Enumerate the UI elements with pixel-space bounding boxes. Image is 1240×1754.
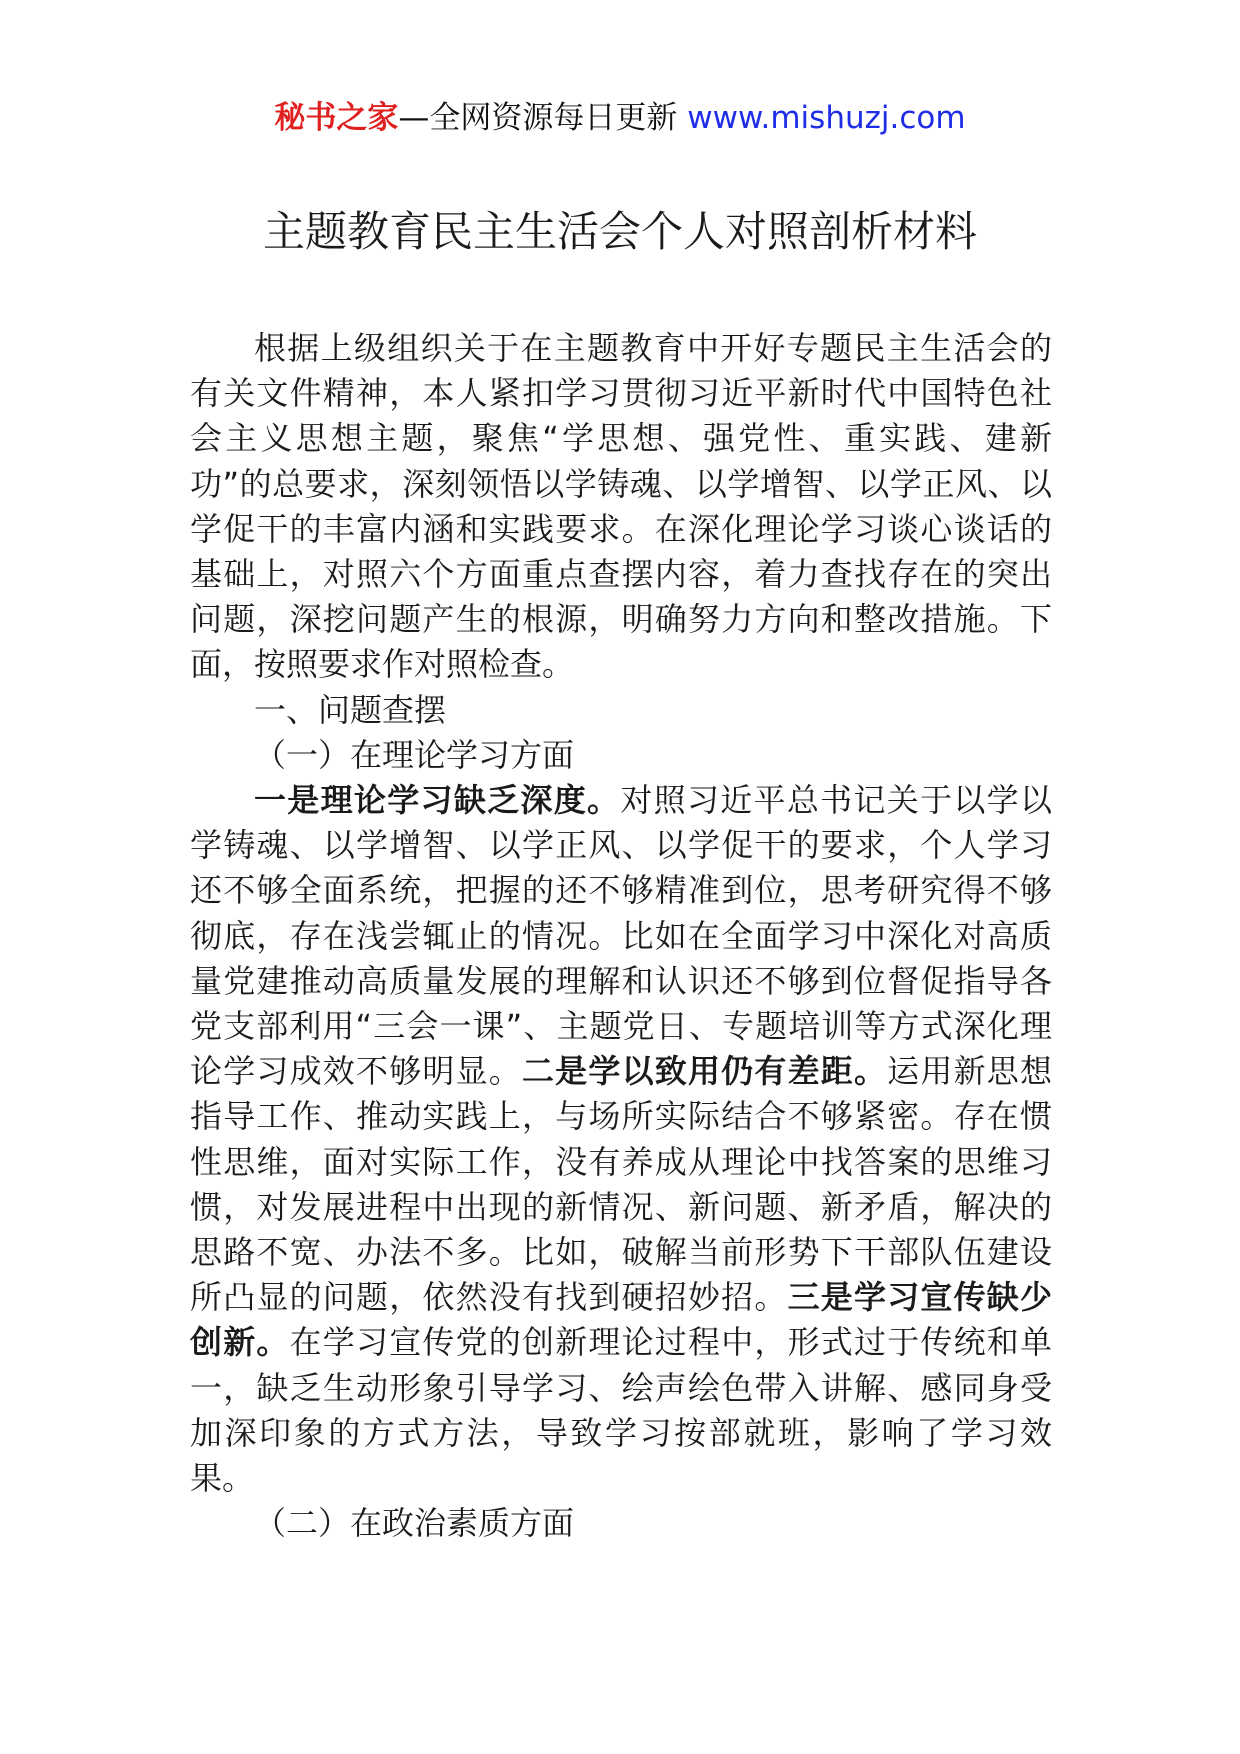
- site-name: 秘书之家: [274, 100, 399, 136]
- point-1-text: 对照习近平总书记关于以学以学铸魂、以学增智、以学正风、以学促干的要求，个人学习还不够全面系统，把握的还不够精准到位，思考研究得不够彻底，存在浅尝辄止的情况。比如在全面学习中深化对高质量党建推动高质量发展的理解和认识还不够到位督促指导各党支部利用“三会一课”、主题党日、专题培训等方式深化理论学习成效不够明显。: [190, 781, 1052, 1091]
- site-slogan: —全网资源每日更新: [398, 100, 688, 136]
- subsection-heading-political: （二）在政治素质方面: [254, 1504, 575, 1543]
- site-header: [0, 88, 1240, 148]
- point-3-lead: 三是学习宣传缺少创新。: [190, 1278, 1052, 1362]
- subsection-heading-theory: （一）在理论学习方面: [254, 735, 575, 774]
- point-2-lead: 二是学以致用仍有差距。: [521, 1052, 888, 1091]
- point-3-text: 在学习宣传党的创新理论过程中，形式过于传统和单一，缺乏生动形象引导学习、绘声绘色带入讲解、感同身受加深印象的方式方法，导致学习按部就班，影响了学习效果。: [190, 1323, 1052, 1498]
- intro-paragraph: 根据上级组织关于在主题教育中开好专题民主生活会的有关文件精神，本人紧扣学习贯彻习近平新时代中国特色社会主义思想主题，聚焦“学思想、强党性、重实践、建新功”的总要求，深刻领悟以学铸魂、以学增智、以学正风、以学促干的丰富内涵和实践要求。在深化理论学习谈心谈话的基础上，对照六个方面重点查摆内容，着力查找存在的突出问题，深挖问题产生的根源，明确努力方向和整改措施。下面，按照要求作对照检查。: [190, 329, 1052, 684]
- point-2-text: 运用新思想指导工作、推动实践上，与场所实际结合不够紧密。存在惯性思维，面对实际工作，没有养成从理论中找答案的思维习惯，对发展进程中出现的新情况、新问题、新矛盾，解决的思路不宽、办法不多。比如，破解当前形势下干部队伍建设所凸显的问题，依然没有找到硬招妙招。: [190, 1052, 1052, 1317]
- site-url[interactable]: www.mishuzj.com: [687, 100, 966, 136]
- point-1-lead: 一是理论学习缺乏深度。: [254, 781, 621, 820]
- theory-problems-paragraph: [190, 778, 1052, 1501]
- section-heading-problems: 一、问题查摆: [254, 690, 447, 729]
- document-title: 主题教育民主生活会个人对照剖析材料: [262, 207, 977, 256]
- document-body: [190, 326, 1052, 1546]
